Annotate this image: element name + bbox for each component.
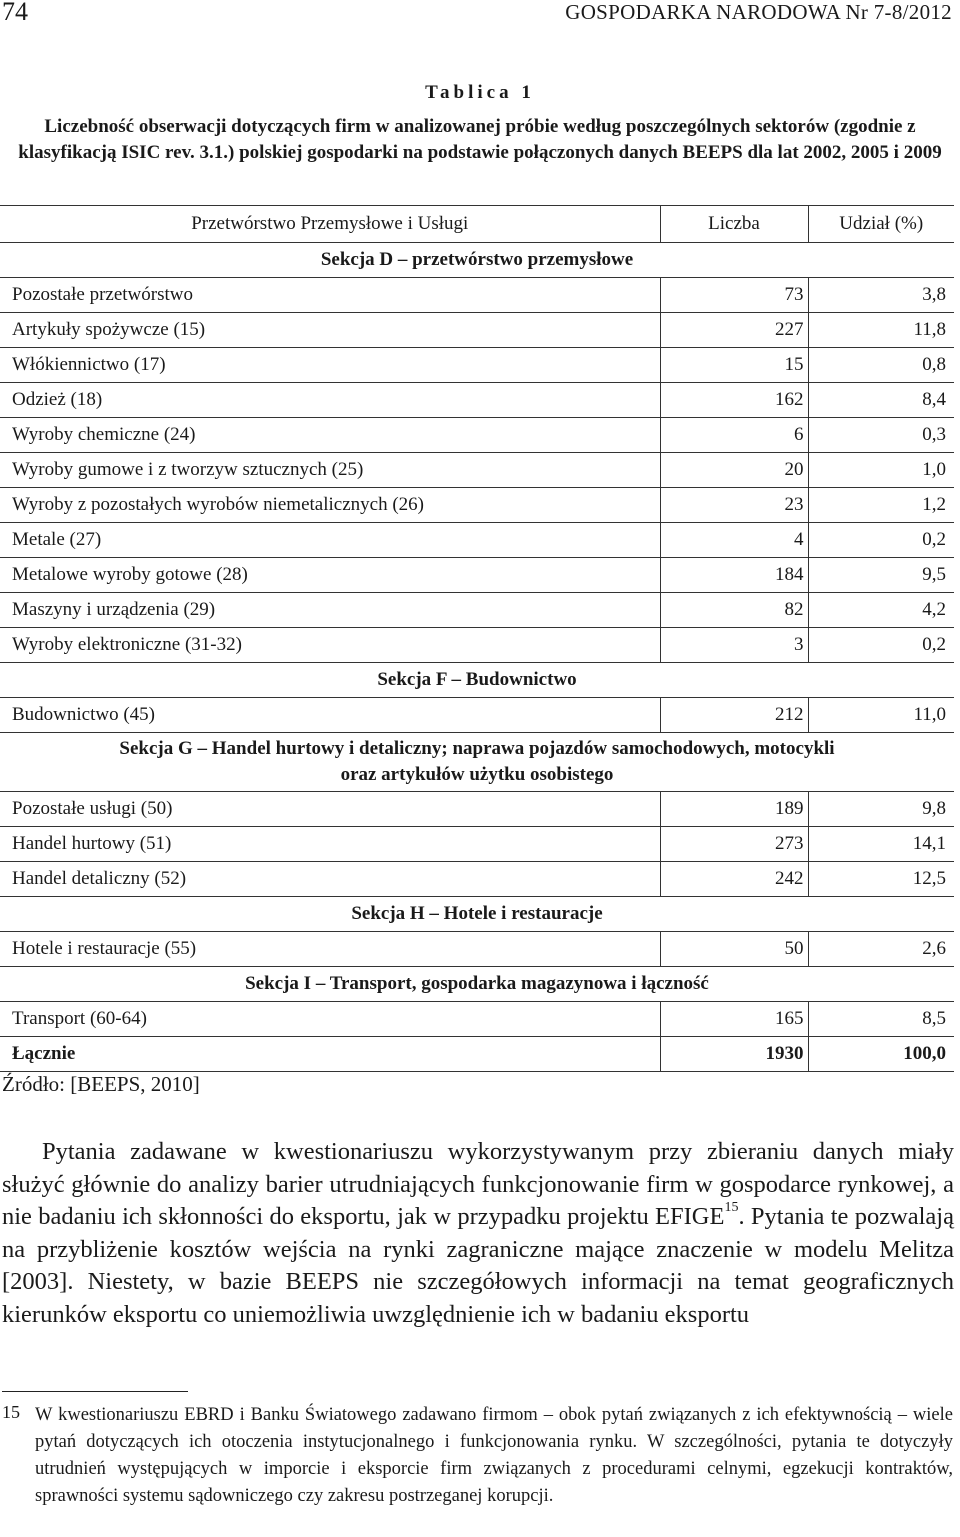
journal-title: GOSPODARKA NARODOWA Nr 7-8/2012 xyxy=(565,0,952,24)
sector-name-cell: Handel hurtowy (51) xyxy=(0,827,660,862)
share-cell: 14,1 xyxy=(808,827,954,862)
column-header-share: Udział (%) xyxy=(808,206,954,243)
sector-name-cell: Budownictwo (45) xyxy=(0,698,660,733)
body-paragraph xyxy=(2,1136,954,1331)
share-cell: 4,2 xyxy=(808,593,954,628)
count-cell: 162 xyxy=(660,383,808,418)
share-cell: 8,5 xyxy=(808,1002,954,1037)
sector-name-cell: Pozostałe przetwórstwo xyxy=(0,278,660,313)
sector-name-cell: Artykuły spożywcze (15) xyxy=(0,313,660,348)
table-row xyxy=(0,862,954,897)
count-cell: 212 xyxy=(660,698,808,733)
share-cell: 12,5 xyxy=(808,862,954,897)
table-row xyxy=(0,488,954,523)
table-row xyxy=(0,348,954,383)
table-row xyxy=(0,383,954,418)
footnote-text: W kwestionariuszu EBRD i Banku Światowego zadawano firmom – obok pytań związanych z ich efektywnością – wiele pytań dotyczących ich otoczenia instytucjonalnego i funkcjonowania rynku. W szczególności, pytania te dotyczyły utrudnień występujących w imporcie i eksporcie firm związanych z procedurami celnymi, egzekucji kontraktów, sprawności systemu sądowniczego czy zakresu postrzeganej korupcji. xyxy=(35,1405,953,1506)
share-cell: 0,2 xyxy=(808,628,954,663)
sector-name-cell: Hotele i restauracje (55) xyxy=(0,932,660,967)
table-title: Liczebność obserwacji dotyczących firm w analizowanej próbie według poszczególnych sektorów (zgodnie z klasyfikacją ISIC rev. 3.1.) polskiej gospodarki na podstawie połączonych danych BEEPS dla lat 2002, 2005 i 2009 xyxy=(18,116,942,163)
table-row xyxy=(0,628,954,663)
count-cell: 20 xyxy=(660,453,808,488)
sector-name-cell: Maszyny i urządzenia (29) xyxy=(0,593,660,628)
section-title-text: Sekcja H – Hotele i restauracje xyxy=(351,903,603,924)
page-header xyxy=(0,0,960,30)
count-cell: 23 xyxy=(660,488,808,523)
section-header-row xyxy=(0,897,954,932)
share-cell: 11,8 xyxy=(808,313,954,348)
sector-name-cell: Wyroby gumowe i z tworzyw sztucznych (25) xyxy=(0,453,660,488)
total-label-cell: Łącznie xyxy=(0,1037,660,1072)
count-cell: 4 xyxy=(660,523,808,558)
footnote-number: 15 xyxy=(2,1402,20,1422)
count-cell: 82 xyxy=(660,593,808,628)
section-title xyxy=(0,897,954,932)
sector-name-cell: Wyroby z pozostałych wyrobów niemetalicznych (26) xyxy=(0,488,660,523)
share-cell: 0,8 xyxy=(808,348,954,383)
share-cell: 9,5 xyxy=(808,558,954,593)
sector-name-cell: Odzież (18) xyxy=(0,383,660,418)
table-row xyxy=(0,1002,954,1037)
share-cell: 3,8 xyxy=(808,278,954,313)
sector-name-cell: Pozostałe usługi (50) xyxy=(0,792,660,827)
footnote-divider xyxy=(2,1391,188,1392)
table-header-row xyxy=(0,206,954,243)
table-body xyxy=(0,243,954,1072)
section-title-text: Sekcja F – Budownictwo xyxy=(377,669,577,690)
section-title-text: Sekcja D – przetwórstwo przemysłowe xyxy=(320,249,634,270)
share-cell: 8,4 xyxy=(808,383,954,418)
total-share-cell: 100,0 xyxy=(808,1037,954,1072)
count-cell: 189 xyxy=(660,792,808,827)
table-row xyxy=(0,558,954,593)
sector-name-cell: Wyroby chemiczne (24) xyxy=(0,418,660,453)
share-cell: 1,2 xyxy=(808,488,954,523)
sector-name-cell: Metale (27) xyxy=(0,523,660,558)
section-title xyxy=(0,967,954,1002)
share-cell: 9,8 xyxy=(808,792,954,827)
section-header-row xyxy=(0,243,954,278)
section-title xyxy=(0,663,954,698)
column-header-sector: Przetwórstwo Przemysłowe i Usługi xyxy=(0,206,660,243)
table-row xyxy=(0,827,954,862)
section-title xyxy=(0,243,954,278)
table-row xyxy=(0,593,954,628)
section-header-row xyxy=(0,663,954,698)
table-row xyxy=(0,278,954,313)
table-row xyxy=(0,418,954,453)
sector-name-cell: Wyroby elektroniczne (31-32) xyxy=(0,628,660,663)
share-cell: 1,0 xyxy=(808,453,954,488)
table-row xyxy=(0,313,954,348)
section-title-text: Sekcja G – Handel hurtowy i detaliczny; naprawa pojazdów samochodowych, motocykli xyxy=(119,738,835,759)
total-row xyxy=(0,1037,954,1072)
body-text-part-2: . Pytania te pozwalają na przybliżenie kosztów wejścia na rynki zagraniczne mające znaczenie w modelu Melitza [2003]. Niestety, w bazie BEEPS nie szczegółowych informacji na temat geograficznych kierunków eksportu co uniemożliwia uwzględnienie ich w badaniu eksportu xyxy=(2,1203,954,1328)
table-row xyxy=(0,932,954,967)
total-count-cell: 1930 xyxy=(660,1037,808,1072)
section-header-row xyxy=(0,967,954,1002)
count-cell: 3 xyxy=(660,628,808,663)
body-text-part-1: Pytania zadawane w kwestionariuszu wykorzystywanym przy zbieraniu danych miały służyć głównie do analizy barier utrudniających funkcjonowanie firm w gospodarce rynkowej, a nie badaniu ich skłonności do eksportu, jak w przypadku projektu EFIGE xyxy=(2,1138,954,1230)
count-cell: 242 xyxy=(660,862,808,897)
count-cell: 227 xyxy=(660,313,808,348)
sector-table xyxy=(0,205,954,1072)
section-title xyxy=(0,733,954,792)
section-title-text-line2: oraz artykułów użytku osobistego xyxy=(340,764,614,785)
table-row xyxy=(0,453,954,488)
table-source: Źródło: [BEEPS, 2010] xyxy=(2,1072,200,1096)
column-header-count: Liczba xyxy=(660,206,808,243)
share-cell: 0,3 xyxy=(808,418,954,453)
share-cell: 0,2 xyxy=(808,523,954,558)
sector-name-cell: Włókiennictwo (17) xyxy=(0,348,660,383)
section-title-text: Sekcja I – Transport, gospodarka magazynowa i łączność xyxy=(245,973,709,994)
footnote-reference[interactable]: 15 xyxy=(724,1200,739,1215)
count-cell: 73 xyxy=(660,278,808,313)
count-cell: 165 xyxy=(660,1002,808,1037)
sector-name-cell: Handel detaliczny (52) xyxy=(0,862,660,897)
sector-name-cell: Metalowe wyroby gotowe (28) xyxy=(0,558,660,593)
section-header-row xyxy=(0,733,954,792)
count-cell: 184 xyxy=(660,558,808,593)
count-cell: 273 xyxy=(660,827,808,862)
share-cell: 2,6 xyxy=(808,932,954,967)
table-row xyxy=(0,792,954,827)
count-cell: 50 xyxy=(660,932,808,967)
share-cell: 11,0 xyxy=(808,698,954,733)
table-row xyxy=(0,698,954,733)
table-label: Tablica 1 xyxy=(425,82,535,103)
page-number: 74 xyxy=(2,0,28,26)
sector-name-cell: Transport (60-64) xyxy=(0,1002,660,1037)
count-cell: 6 xyxy=(660,418,808,453)
table-row xyxy=(0,523,954,558)
count-cell: 15 xyxy=(660,348,808,383)
